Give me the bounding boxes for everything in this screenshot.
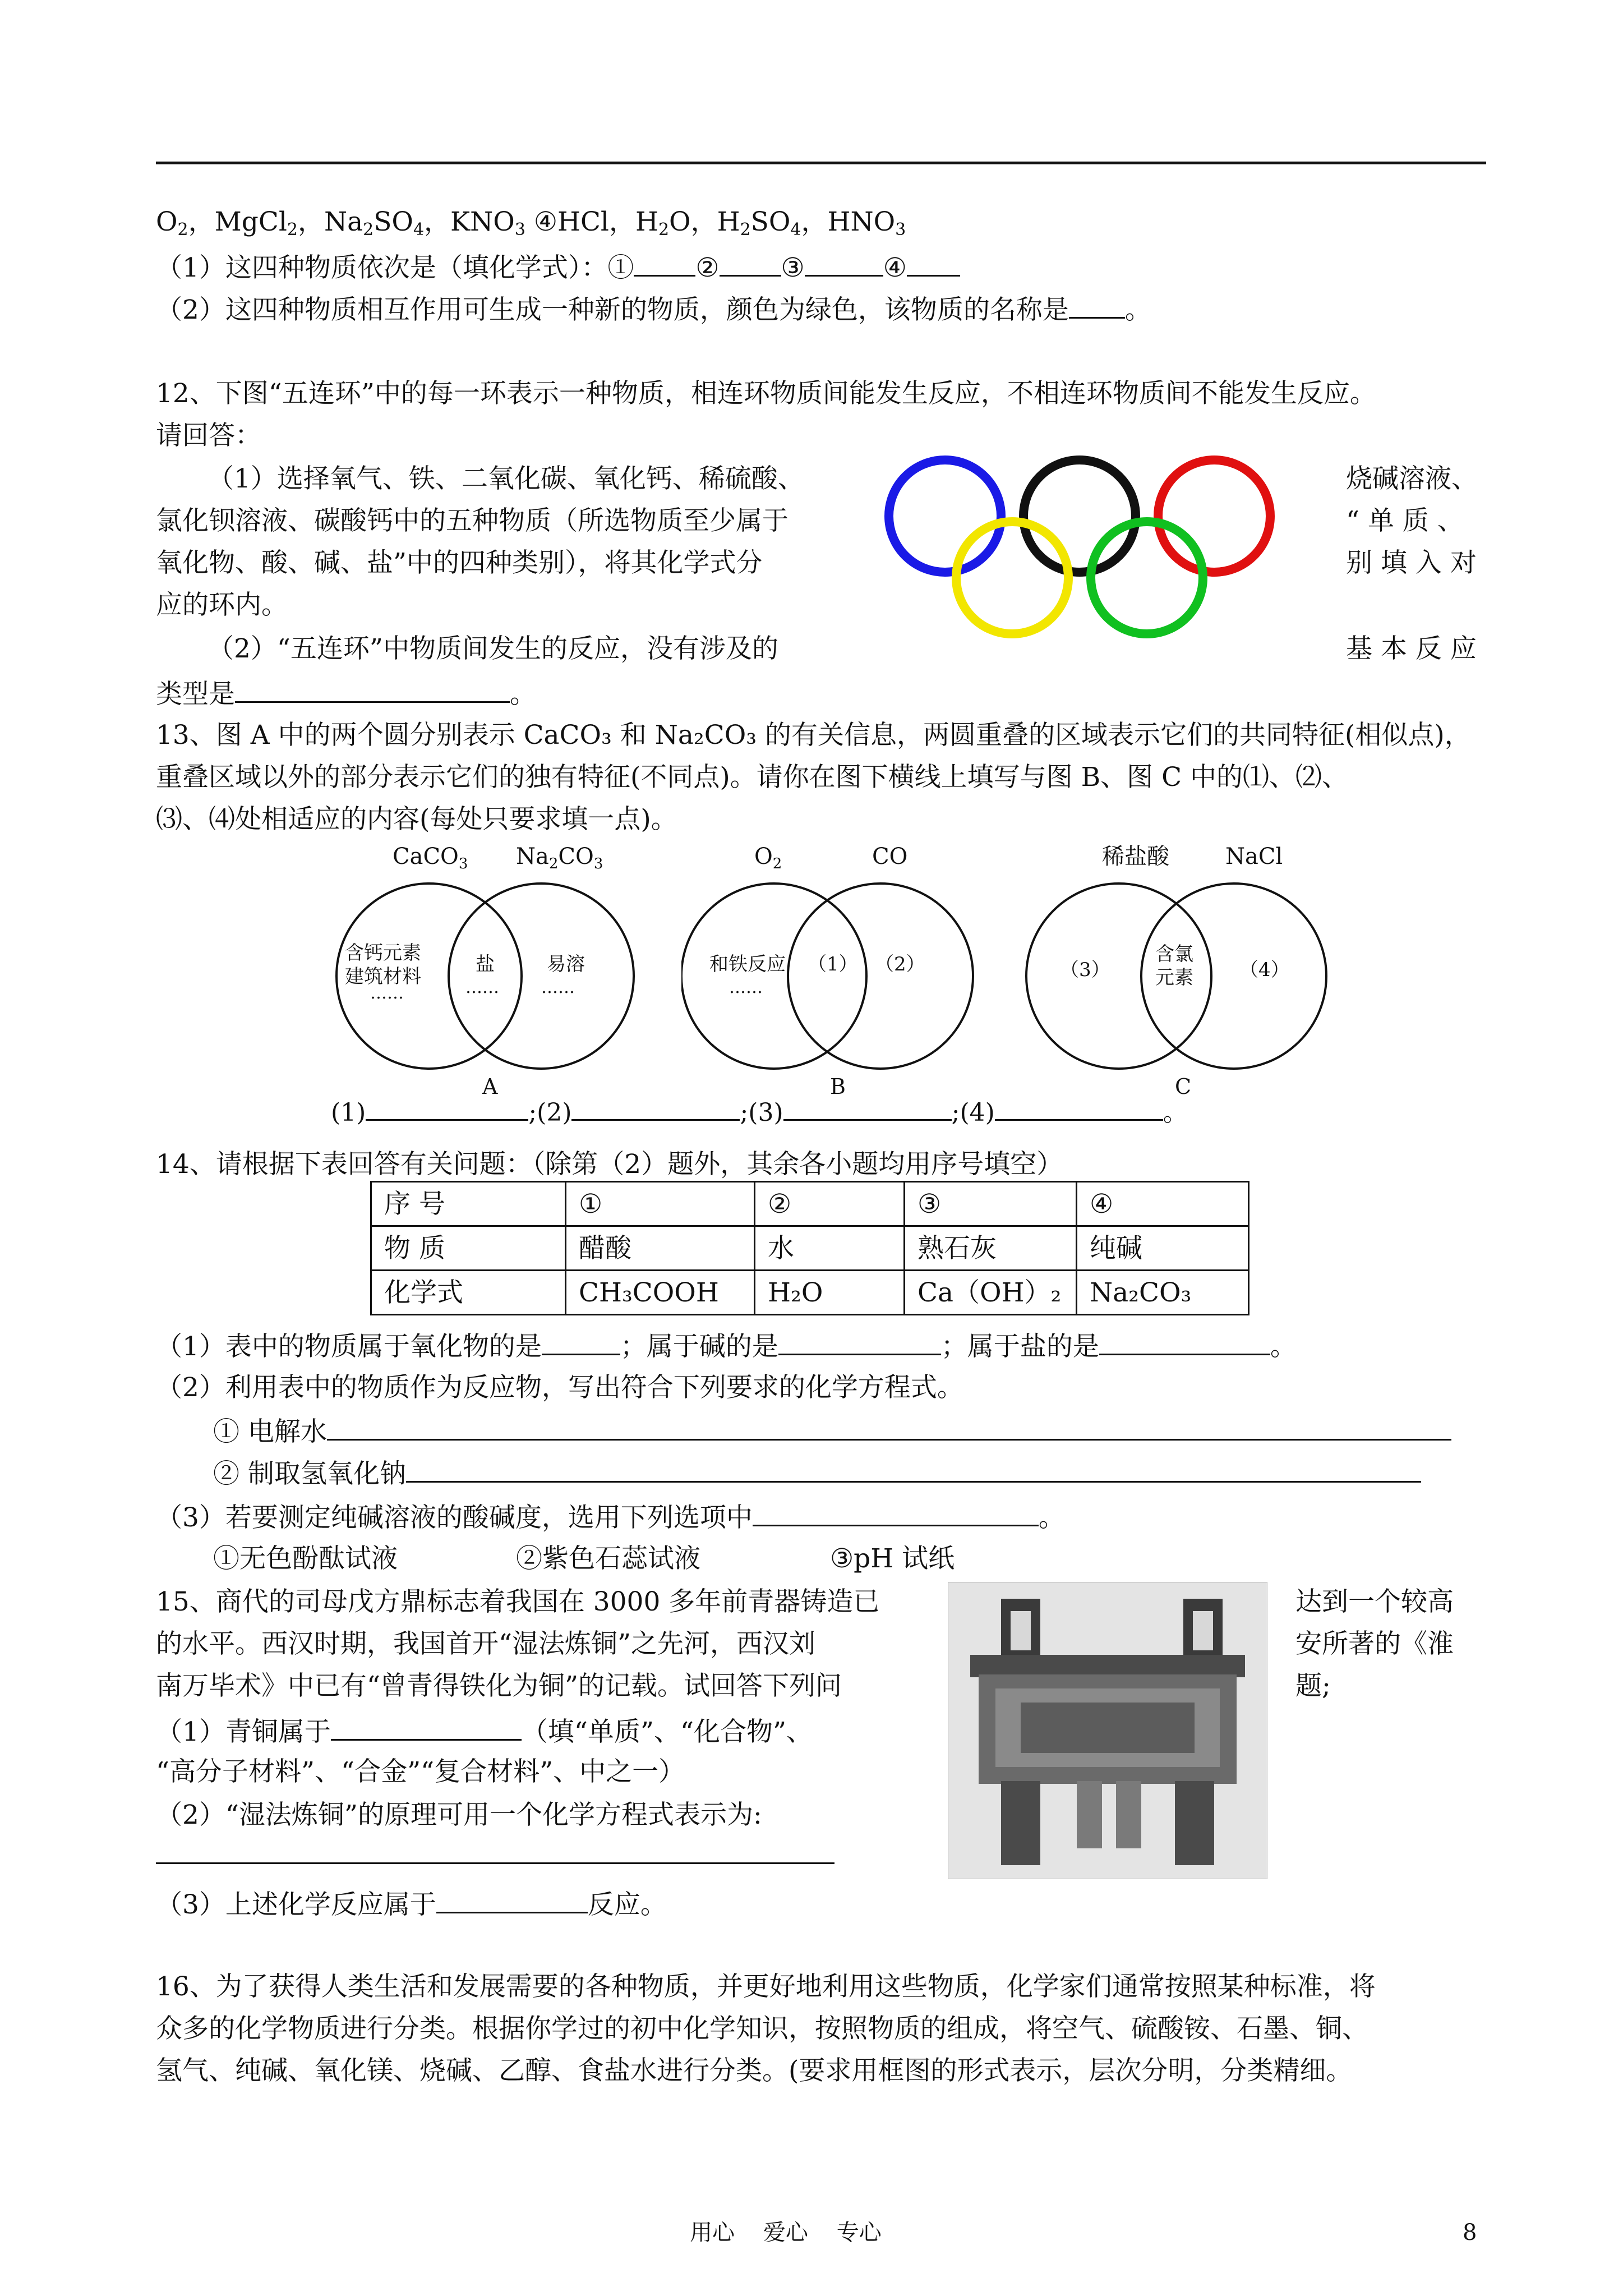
q12-right-2: “ 单 质 、 — [1346, 505, 1464, 536]
q15-left-3: 南万毕术》中已有“曾青得铁化为铜”的记载。试回答下列问 — [156, 1671, 842, 1701]
q15-equation-blank[interactable] — [156, 1840, 834, 1864]
q14-option-2: ②紫色石蕊试液 — [516, 1543, 700, 1574]
venn-a-right-text: 易溶 — [547, 953, 585, 976]
q12-line2: 请回答： — [156, 420, 261, 451]
q14-option-3: ③pH 试纸 — [830, 1543, 955, 1574]
venn-b-label: B — [830, 1074, 846, 1099]
answer-blank[interactable] — [720, 252, 781, 277]
answer-blank[interactable] — [406, 1458, 1421, 1483]
formula-line: $O_2$，MgCl$_2$，$Na_2SO_4$，$KNO_3$ ④HCl，$H_2O$，$H_2SO_4$，$HNO_3$ — [156, 206, 906, 240]
venn-diagram-c — [1018, 836, 1366, 1105]
table-cell: 水 — [755, 1226, 905, 1271]
q14-title: 14、请根据下表回答有关问题：（除第（2）题外，其余各小题均用序号填空） — [156, 1149, 1063, 1180]
q12-p1-line2: 氯化钡溶液、碳酸钙中的五种物质（所选物质至少属于 — [156, 505, 789, 536]
prev-q2: （2）这四种物质相互作用可生成一种新的物质，颜色为绿色，该物质的名称是 。 — [156, 295, 1151, 325]
q14-table — [370, 1181, 1249, 1315]
answer-blank[interactable] — [571, 1097, 740, 1121]
ring-green — [1091, 522, 1203, 634]
ring-black — [1023, 460, 1136, 572]
table-cell: 化学式 — [371, 1271, 566, 1315]
venn-diagram-b — [681, 836, 1018, 1105]
answer-blank[interactable] — [436, 1889, 588, 1913]
ring-red — [1158, 460, 1270, 572]
venn-b-mid-text: （1） — [808, 953, 858, 976]
venn-c-left-text: （3） — [1060, 959, 1110, 981]
venn-a-right-dots: …… — [541, 978, 575, 997]
q16-line2: 众多的化学物质进行分类。根据你学过的初中化学知识，按照物质的组成，将空气、硫酸铵、石墨、铜、 — [156, 2013, 1368, 2044]
table-cell: CH₃COOH — [566, 1271, 755, 1315]
table-cell: 熟石灰 — [905, 1226, 1077, 1271]
q14-s2-b: ② 制取氢氧化钠 — [213, 1458, 1421, 1487]
venn-b-right-text: （2） — [875, 953, 925, 976]
answer-blank[interactable] — [327, 1416, 1451, 1441]
answer-blank[interactable] — [235, 679, 510, 703]
q15-right-3: 题; — [1295, 1671, 1331, 1701]
q15-left-1: 15、商代的司母戊方鼎标志着我国在 3000 多年前青器铸造已 — [156, 1586, 880, 1617]
five-rings-figure — [869, 449, 1290, 651]
table-cell: Ca（OH）₂ — [905, 1271, 1077, 1315]
q12-p2-line2: 类型是 。 — [156, 679, 536, 710]
q14-s3: （3）若要测定纯碱溶液的酸碱度，选用下列选项中 。 — [156, 1502, 1065, 1533]
answer-blank[interactable] — [783, 1097, 952, 1121]
answer-blank[interactable] — [1069, 295, 1125, 319]
answer-blank[interactable] — [778, 1331, 941, 1355]
venn-a-right-title: $Na_2CO_3$ — [516, 844, 603, 872]
table-cell: H₂O — [755, 1271, 905, 1315]
q16-line3: 氢气、纯碱、氧化镁、烧碱、乙醇、食盐水进行分类。(要求用框图的形式表示，层次分明，分类精细。 — [156, 2055, 1353, 2086]
venn-c-left-title: 稀盐酸 — [1102, 844, 1169, 869]
venn-a-mid-dots: …… — [465, 978, 499, 997]
q12-right-3: 别 填 入 对 — [1346, 547, 1477, 578]
q15-right-1: 达到一个较高 — [1295, 1586, 1454, 1617]
q15-s1-line2: “高分子材料”、“合金”“复合材料”、中之一） — [156, 1756, 685, 1787]
q12-p2-right: 基 本 反 应 — [1346, 633, 1477, 664]
q16-line1: 16、为了获得人类生活和发展需要的各种物质，并更好地利用这些物质，化学家们通常按照某种标准，将 — [156, 1971, 1376, 2002]
venn-b-left-title: $O_2$ — [754, 844, 782, 872]
q15-right-2: 安所著的《淮 — [1295, 1628, 1454, 1659]
venn-c-right-text: （4） — [1239, 959, 1290, 981]
answer-blank[interactable] — [995, 1097, 1163, 1121]
header-rule — [156, 162, 1486, 164]
q12-p1-line3: 氧化物、酸、碱、盐”中的四种类别），将其化学式分 — [156, 547, 763, 578]
answer-blank[interactable] — [907, 252, 960, 277]
bronze-ding-photo — [948, 1582, 1267, 1879]
footer-motto: 用心 爱心 专心 — [690, 2220, 882, 2246]
venn-a-left-text1: 含钙元素 — [345, 942, 421, 964]
q14-option-1: ①无色酚酞试液 — [213, 1543, 398, 1574]
table-cell: ③ — [905, 1182, 1077, 1226]
q15-left-2: 的水平。西汉时期，我国首开“湿法炼铜”之先河，西汉刘 — [156, 1628, 816, 1659]
venn-a-label: A — [482, 1074, 498, 1099]
venn-c-label: C — [1175, 1074, 1192, 1099]
table-cell: 醋酸 — [566, 1226, 755, 1271]
page-number: 8 — [1463, 2220, 1477, 2246]
table-cell: 纯碱 — [1077, 1226, 1249, 1271]
ring-yellow — [956, 522, 1068, 634]
table-cell: ④ — [1077, 1182, 1249, 1226]
table-cell: Na₂CO₃ — [1077, 1271, 1249, 1315]
venn-a-mid-text: 盐 — [476, 953, 495, 976]
q12-p1-line1: （1）选择氧气、铁、二氧化碳、氧化钙、稀硫酸、 — [208, 463, 804, 494]
venn-b-left-text: 和铁反应 — [709, 953, 786, 976]
q12-p2: （2）“五连环”中物质间发生的反应，没有涉及的 — [208, 633, 778, 664]
venn-c-mid-text2: 元素 — [1155, 967, 1193, 989]
answer-blank[interactable] — [331, 1717, 522, 1741]
q12-line1: 12、下图“五连环”中的每一环表示一种物质，相连环物质间能发生反应，不相连环物质间不能发生反应。 — [156, 378, 1376, 409]
venn-c-mid-text1: 含氯 — [1155, 943, 1193, 965]
q13-line2: 重叠区域以外的部分表示它们的独有特征(不同点)。请你在图下横线上填写与图 B、图 C 中的⑴、⑵、 — [156, 762, 1348, 793]
venn-b-right-title: CO — [872, 844, 908, 869]
q13-blanks: (1) ;(2) ;(3) ;(4) 。 — [331, 1097, 1188, 1125]
table-cell: 序 号 — [371, 1182, 566, 1226]
ring-blue — [889, 460, 1001, 572]
table-row — [371, 1182, 1249, 1226]
venn-a-left-title: CaCO$_3$ — [393, 844, 468, 872]
q15-s2: （2）“湿法炼铜”的原理可用一个化学方程式表示为: — [156, 1800, 762, 1830]
q14-s2: （2）利用表中的物质作为反应物，写出符合下列要求的化学方程式。 — [156, 1372, 963, 1403]
answer-blank[interactable] — [753, 1502, 1039, 1526]
answer-blank[interactable] — [366, 1097, 528, 1121]
table-cell: ① — [566, 1182, 755, 1226]
venn-c-right-title: NaCl — [1225, 844, 1283, 869]
table-cell: 物 质 — [371, 1226, 566, 1271]
answer-blank[interactable] — [542, 1331, 620, 1355]
venn-b-left-dots: …… — [729, 978, 763, 997]
q14-s1: （1）表中的物质属于氧化物的是 ；属于碱的是 ；属于盐的是 。 — [156, 1331, 1297, 1362]
answer-blank[interactable] — [1099, 1331, 1270, 1355]
venn-a-left-text2: 建筑材料 — [345, 965, 421, 988]
venn-diagram-a — [331, 836, 667, 1105]
prev-q1: （1）这四种物质依次是（填化学式）：① ② ③ ④ — [156, 252, 960, 281]
answer-blank[interactable] — [634, 252, 695, 277]
q15-s3: （3）上述化学反应属于 反应。 — [156, 1889, 667, 1920]
q13-line1: 13、图 A 中的两个圆分别表示 CaCO₃ 和 Na₂CO₃ 的有关信息，两圆重叠的区域表示它们的共同特征(相似点)， — [156, 720, 1471, 751]
answer-blank[interactable] — [805, 252, 883, 277]
table-row — [371, 1271, 1249, 1315]
q14-s2-a: ① 电解水 — [213, 1416, 1451, 1445]
venn-a-left-dots: …… — [370, 983, 404, 1003]
table-cell: ② — [755, 1182, 905, 1226]
table-row — [371, 1226, 1249, 1271]
q12-p1-line4: 应的环内。 — [156, 590, 288, 620]
q15-s1: （1）青铜属于 （填“单质”、“化合物”、 — [156, 1717, 813, 1747]
q13-line3: ⑶、⑷处相适应的内容(每处只要求填一点)。 — [156, 804, 677, 835]
q12-right-1: 烧碱溶液、 — [1346, 463, 1478, 494]
